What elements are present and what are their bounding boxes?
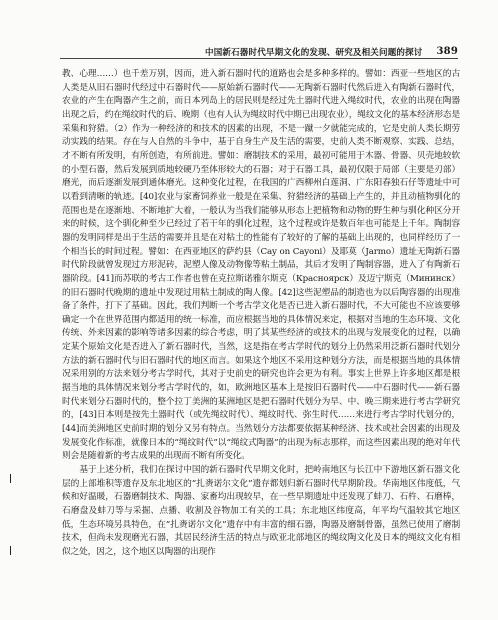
margin-mark [10,474,11,483]
paragraph: 基于上述分析，我们在探讨中国的新石器时代早期文化时，把岭南地区与长江中下游地区新石器文化层的上部堆积等遗存及东北地区的“扎赉诺尔文化”遗存都划归新石器时代早期阶段。华南地区伟度低，气候和好温暖，石器磨制技术、陶器、家畜均出现较早，在一些早期遗址中还发现了蚌刀、石杵、石磨棒，石磨盘及蚌刀等与采掘、点播、收割及谷物加工有关的工具；东北地区纬度高，年平均气温较其它地区低，生态环境另具特色，在“扎赉诺尔文化”遗存中有丰富的细石器，陶器及磨制骨器，虽然已使用了磨制技术，但尚未发现磨光石器，其居民经济生活的特点与欧亚北部地区的绳纹陶文化及日本的绳纹文化有相似之处，因之，这个地区以陶器的出现作 [62,465,460,557]
paragraph: 教、心理……）也千差万别，因而，进入新石器时代的道路也会是多种多样的。譬如：西亚一些地区的古人类是从旧石器时代经过中石器时代——原始新石器时代——无陶新石器时代然后进入有陶新石器时代，农业的产生在陶器产生之前，而日本列岛上的居民则是经过先土器时代进入绳纹时代，农业的出现在陶器出现之后，约在绳纹时代的后、晚期（也有人认为绳纹时代中期已出现农业），绳纹文化的基本经济形态是采集和狩猎。（2）作为一种经济的和技术的因素的出现，不是一蹴一夕就能完成的，它是史前人类长期劳动实践的结果。存在与人自然的斗争中，基于自身生产及生活的需要，史前人类不断观察、实践、总结，才不断有所发明，有所创造，有所前进。譬如：磨制技术的采用，最初可能用于木器、骨器、贝壳地较软的小型石器，然后发展到质地较硬乃至体形较大的石器；对于石器工具，最初仅限于局部（主要是刃部）磨光，而后逐渐发展到通体磨光。这种变化过程，在我国的广西柳州白莲洞、广东阳春独石仔等遗址中可以看到清晰的轨迹。[40]农业与家畜饲养业一般是在采集、狩猎经济的基础上产生的，并且动植物驯化的范围也是在逐渐地、不断地扩大着，一般认为当我们能够从形态上把植物和动物的野生种与驯化种区分开来的时候，这个驯化种至少已经过了若干年的驯化过程，这个过程或许是数百年也可能是上千年。陶制容器的发明同样是出于生活的需要并且是在对粘土的性能有了较好的了解的基础上出现的，也同样经历了一个相当长的时间过程。譬如：在西亚地区的萨约县（Cay on Cayoni）及耶莫（Jarmo）遗址无陶新石器时代阶段就曾发现过方形泥砖，泥塑人像及动物像等粘土制品，其后才发明了陶制容器，进入了有陶新石器阶段。[41]而苏联的考古工作者也曾在克拉斯诺雅尔斯克（Красноярск）及迈宁斯克（Мининск）的旧石器时代晚期的遗址中发现过用粘土制成的陶人像。[42]这些泥塑品的制造也为以后陶容器的出现准备了条件，打下了基础。因此，我们判断一个考古学文化是否已进入新石器时代，不大可能也不应该要够确定一个在世界范围内都适用的统一标准，而应根据当地的具体情况来定，根据对当地的生态环境、文化传统、外来因素的影响等诸多因素的综合考虑，明了其某些经济的或技术的出现与发展变化的过程，以确定某个原始文化是否进入了新石器时代，当然，这是指在考古学时代的划分上仍然采用泛新石器时代划分方法的新石器时代与旧石器时代的地区而言。如果这个地区不采用这种划分方法，而是根据当地的具体情况采用别的方法来划分考古学时代，其对于史前史的研究也许会更为有利。事实上世界上许多地区都是根据当地的具体情况来划分考古学时代的，如，欧洲地区基本上是按旧石器时代——中石器时代——新石器时代来划分石器时代的，整个拉丁美洲的某洲地区是把石器时代划分为早、中、晚三期来进行考古学研究的，[43]日本则是按先土器时代（或先绳纹时代）、绳纹时代、弥生时代……来进行考古学时代划分的，[44]而美洲地区史前时期的划分又另有特点。当然划分方法都要依据某种经济、技术或社会因素的出现及发展变化作标准，就像日本的“绳纹时代”以“绳纹式陶器”的出现为标志那样，而这些因素出现的绝对年代则会是随着新的考古成果的出现而不断有所变化。 [62,69,460,462]
margin-mark [10,546,11,555]
running-header-title: 中国新石器时代早期文化的发现、研究及相关问题的探讨 [205,48,423,58]
body-text [62,68,460,602]
running-header [60,40,458,59]
page-number: 389 [436,46,458,57]
